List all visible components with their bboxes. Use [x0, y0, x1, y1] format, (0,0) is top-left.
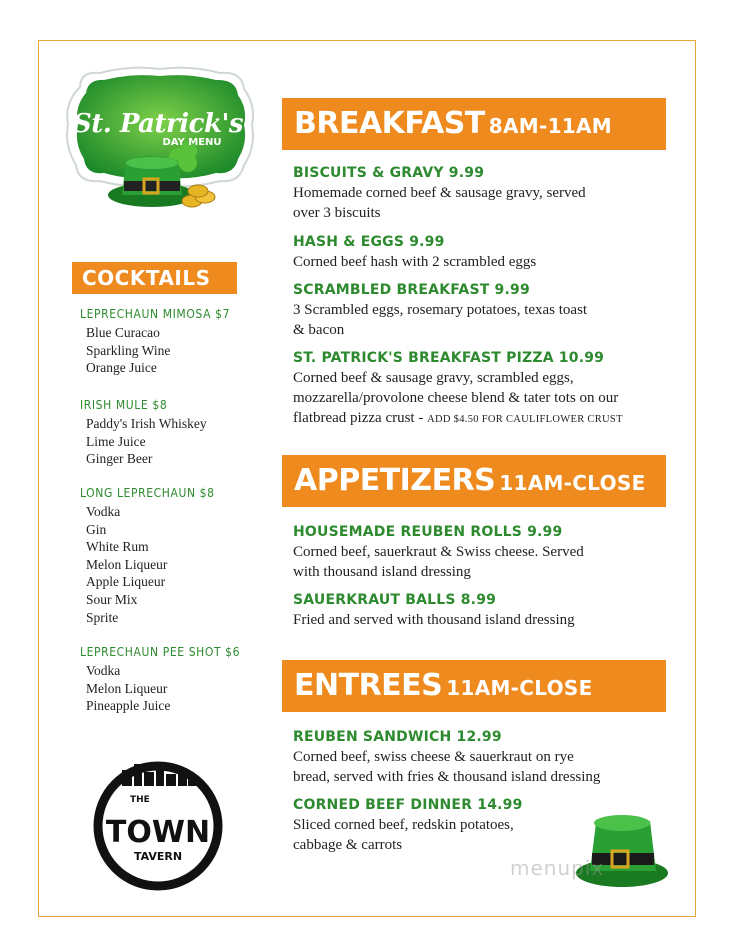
logo-title: St. Patrick's [72, 109, 244, 139]
menu-item [293, 163, 673, 223]
item-desc-line: & bacon [293, 322, 345, 338]
breakfast-title: BREAKFAST [294, 106, 485, 141]
item-desc-line: bread, served with fries & thousand island dressing [293, 769, 601, 785]
item-desc-line: Corned beef, swiss cheese & sauerkraut on rye [293, 749, 574, 765]
drink-ingredient: Melon Liqueur [86, 680, 168, 696]
drink-ingredient: Gin [86, 521, 107, 537]
drink-ingredient: Sprite [86, 609, 119, 625]
st-patricks-logo [60, 65, 260, 223]
item-title: ST. PATRICK'S BREAKFAST PIZZA 10.99 [293, 350, 605, 366]
item-title: HOUSEMADE REUBEN ROLLS 9.99 [293, 524, 563, 540]
drink-ingredient: Apple Liqueur [86, 574, 166, 590]
watermark: menupix [510, 856, 605, 880]
drink-ingredient: Paddy's Irish Whiskey [86, 416, 207, 431]
item-desc-line: Corned beef & sausage gravy, scrambled eggs, [293, 370, 574, 386]
item-title: REUBEN SANDWICH 12.99 [293, 729, 502, 745]
drink-ingredient: Ginger Beer [86, 451, 153, 467]
drink-name: LEPRECHAUN MIMOSA $7 [80, 307, 231, 321]
drink-ingredient: Lime Juice [86, 433, 146, 449]
entrees-banner [282, 660, 666, 712]
appetizers-hours: 11AM-CLOSE [499, 471, 646, 495]
menu-item [293, 727, 673, 787]
item-desc-line: over 3 biscuits [293, 205, 381, 221]
drink-ingredient: Melon Liqueur [86, 556, 168, 572]
item-desc-line: with thousand island dressing [293, 564, 471, 580]
logo-tavern-text: TAVERN [133, 850, 183, 863]
cocktails-heading: COCKTAILS [82, 266, 211, 290]
drink-ingredient: Orange Juice [86, 360, 157, 376]
logo-subtitle: DAY MENU [162, 137, 222, 148]
menu-item [293, 522, 673, 582]
item-desc-line [293, 408, 673, 430]
logo-the-text: THE [130, 795, 150, 805]
item-note: ADD $4.50 FOR CAULIFLOWER CRUST [427, 414, 623, 425]
item-title: HASH & EGGS 9.99 [293, 234, 445, 250]
drink-name: LONG LEPRECHAUN $8 [80, 486, 215, 500]
item-title: BISCUITS & GRAVY 9.99 [293, 165, 485, 181]
item-desc-text: flatbread pizza crust - [293, 410, 428, 426]
item-desc-line: 3 Scrambled eggs, rosemary potatoes, texas toast [293, 302, 588, 318]
drink-leprechaun-mimosa [80, 304, 260, 377]
drink-leprechaun-pee-shot [80, 642, 260, 715]
item-desc-line: Sliced corned beef, redskin potatoes, [293, 817, 514, 833]
logo-town-text: TOWN [105, 815, 211, 850]
cocktails-banner [72, 262, 237, 294]
town-tavern-logo-icon [92, 760, 224, 892]
item-desc-line: Fried and served with thousand island dressing [293, 612, 575, 628]
menu-item [293, 232, 673, 272]
menu-item [293, 348, 673, 430]
breakfast-hours: 8AM-11AM [488, 114, 612, 138]
drink-ingredient: White Rum [86, 539, 149, 555]
drink-ingredient: Pineapple Juice [86, 698, 171, 714]
item-title: CORNED BEEF DINNER 14.99 [293, 797, 523, 813]
breakfast-banner [282, 98, 666, 150]
drink-ingredient: Sour Mix [86, 591, 138, 607]
entrees-hours: 11AM-CLOSE [446, 676, 593, 700]
drink-ingredient: Blue Curacao [86, 325, 160, 340]
item-desc-line: mozzarella/provolone cheese blend & tater tots on our [293, 390, 619, 406]
drink-ingredient: Vodka [86, 663, 121, 678]
item-desc-line: Corned beef hash with 2 scrambled eggs [293, 254, 537, 270]
drink-name: LEPRECHAUN PEE SHOT $6 [80, 645, 241, 659]
item-desc-line: Homemade corned beef & sausage gravy, served [293, 185, 586, 201]
drink-name: IRISH MULE $8 [80, 398, 168, 412]
menu-item [293, 280, 673, 340]
drink-ingredient: Vodka [86, 504, 121, 519]
drink-long-leprechaun [80, 483, 260, 626]
item-desc-line: Corned beef, sauerkraut & Swiss cheese. Served [293, 544, 584, 560]
menu-item [293, 590, 673, 630]
drink-ingredient: Sparkling Wine [86, 342, 171, 358]
appetizers-banner [282, 455, 666, 507]
drink-irish-mule [80, 395, 260, 468]
entrees-title: ENTREES [294, 668, 443, 703]
item-desc-line: cabbage & carrots [293, 837, 403, 853]
item-title: SAUERKRAUT BALLS 8.99 [293, 592, 497, 608]
appetizers-title: APPETIZERS [294, 463, 496, 498]
item-title: SCRAMBLED BREAKFAST 9.99 [293, 282, 530, 298]
town-tavern-logo [92, 760, 224, 892]
